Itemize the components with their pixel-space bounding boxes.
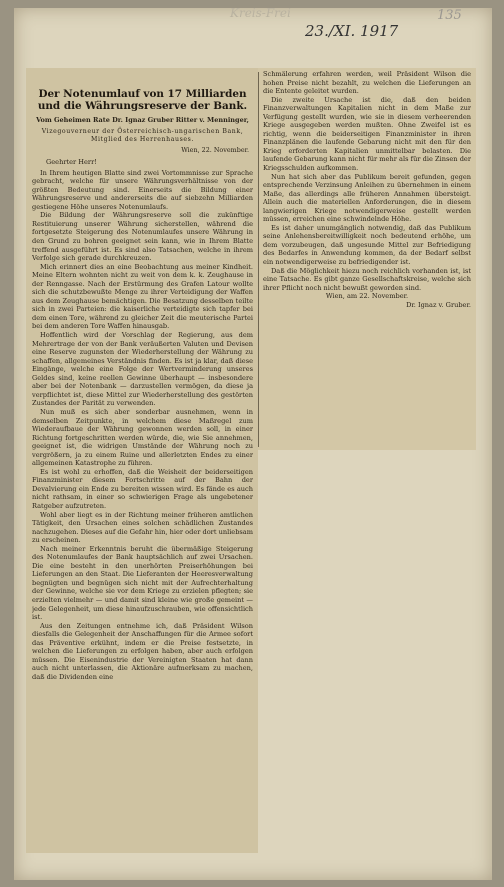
paragraph: Es ist daher unumgänglich notwendig, daß das Publikum seine Anlehensbereitwilligkeit noch bedeutend erhöhe, um dem vorzubeugen, daß ungesunde Mittel zur Befriedigung des Bedarfes in Anwendung kommen, da der Bedarf selbst ein notwendigerweise zu befriedigender ist. bbox=[263, 223, 471, 267]
paragraph: Es ist wohl zu erhoffen, daß die Weisheit der beiderseitigen Finanzminister diesem Fortschritte auf der Bahn der Devalvierung ein Ende zu bereiten wissen wird. Es fände es auch nicht rathsam, in einer so schwierigen Frage als ungebetener Ratgeber aufzutreten. bbox=[32, 467, 253, 510]
article-right-column bbox=[263, 70, 471, 448]
article-left-column bbox=[32, 68, 253, 850]
salutation: Geehrter Herr! bbox=[46, 158, 97, 167]
faded-stamp: Kreis-Frei bbox=[230, 6, 291, 20]
paragraph: Mich erinnert dies an eine Beobachtung aus meiner Kindheit. Meine Eltern wohnten nicht zu weit von dem k. k. Zeughause in der Renngasse. Nach der Erstürmung des Grafen Latour wollte sich die schutzbewußte Menge zu ihrer Verteidigung der Waffen aus dem Zeughause bemächtigen. Die Besatzung desselben teilte sich in zwei Parteien: die kaiserliche verteidigte sich tapfer bei dem einen Tore, während zu gleicher Zeit die meuterische Partei bei dem anderen Tore Waffen hinausgab. bbox=[32, 262, 253, 331]
paragraph: Nach meiner Erkenntnis beruht die übermäßige Steigerung des Notenumlaufes der Bank hauptsächlich auf zwei Ursachen. Die eine besteht in den unerhörten Preiserhöhungen bei Lieferungen an den Staat. Die Lieferanten der Heeresverwaltung begnügten und begnügen sich nicht mit der Aufrechterhaltung der Gewinne, welche sie vor dem Kriege zu erzielen pflegten; sie erzielten vielmehr — und damit sind kleine wie große gemeint — jede Gelegenheit, um diese hinaufzuschrauben, wie offensichtlich ist. bbox=[32, 544, 253, 622]
article-byline: Vom Geheimen Rate Dr. Ignaz Gruber Ritter v. Menninger, bbox=[36, 116, 249, 124]
paragraph: Schmälerung erfahren werden, weil Präsident Wilson die hohen Preise nicht bezahlt, zu welchen die Lieferungen an die Entente geleitet wurden. bbox=[263, 70, 471, 96]
paragraph: In Ihrem heutigen Blatte sind zwei Vortommnisse zur Sprache gebracht, welche für unsere Währungsverhältnisse von der größten Bedeutung sind. Einerseits die Bildung einer Währungsreserve und andererseits die auf siebzehn Milliarden gestiegene Höhe unseres Notenumlaufs. bbox=[32, 168, 253, 211]
paragraph: Wohl aber liegt es in der Richtung meiner früheren amtlichen Tätigkeit, den Ursachen eines solchen schädlichen Zustandes nachzugehen. Dieses auf die Gefahr hin, hier oder dort unliebsam zu erscheinen. bbox=[32, 510, 253, 545]
column-divider bbox=[258, 72, 259, 447]
author-signature: Dr. Ignaz v. Gruber. bbox=[406, 300, 471, 309]
handwritten-date: 23./XI. 1917 bbox=[305, 22, 399, 40]
article-headline: Der Notenumlauf von 17 Milliarden und die Währungsreserve der Bank. bbox=[37, 88, 248, 112]
page-number: 135 bbox=[437, 8, 462, 23]
paragraph: Hoffentlich wird der Vorschlag der Regierung, aus dem Mehrertrage der von der Bank veräußerten Valuten und Devisen eine Reserve zugunsten der Wiederherstellung der Währung zu schaffen, allgemeines Verständnis finden. Es ist ja klar, daß diese Eingänge, welche eine Folge der Wertverminderung unseres Geldes sind, keine reellen Gewinne überhaupt — insbesondere aber bei der Notenbank — darzustellen vermögen, da diese ja verpflichtet ist, diese Mittel zur Wiederherstellung des gestörten Zustandes der Parität zu verwenden. bbox=[32, 331, 253, 408]
closing-date: Wien, am 22. November. bbox=[325, 292, 409, 301]
article-dateline: Wien, 22. November. bbox=[181, 145, 249, 154]
paragraph: Die zweite Ursache ist die, daß den beiden Finanzverwaltungen Kapitalien nicht in dem Maße zur Verfügung gestellt wurden, wie sie in diesem verheerenden Kriege ausgegeben werden mußten. Ohne Zweifel ist es richtig, wenn die beiderseitigen Finanzminister in ihren Finanzplänen die laufende Gebarung nicht mit den für den Krieg erforderten Kapitalien unmittelbar belasten. Die laufende Gebarung kann nicht für mehr als für die Zinsen der Kriegsschulden aufkommen. bbox=[263, 95, 471, 173]
paragraph: Aus den Zeitungen entnehme ich, daß Präsident Wilson diesfalls die Gelegenheit der Anschaffungen für die Armee sofort das Präventive erkühnt, indem er die Preise festsetzte, in welchen die Lieferungen zu erfolgen haben, aber auch erfolgen müssen. Die Eisenindustrie der Vereinigten Staaten hat dann auch nicht unterlassen, die Aktionäre aufmerksam zu machen, daß die Dividenden eine bbox=[32, 621, 253, 681]
author-affiliation: Vizegouverneur der Österreichisch-ungarischen Bank, Mitglied des Herrenhauses. bbox=[41, 127, 244, 143]
paragraph: Nun muß es sich aber sonderbar ausnehmen, wenn in demselben Zeitpunkte, in welchem diese Maßregel zum Wiederaufbaue der Währung gewonnen werden soll, in einer Richtung fortgeschritten werden würde, die, wie Sie annehmen, geeignet ist, die widrigen Umstände der Währung noch zu vergrößern, ja zu einem Ruine und allerletzten Endes zu einer allgemeinen Katastrophe zu führen. bbox=[32, 407, 253, 468]
paragraph: Daß die Möglichkeit hiezu noch reichlich vorhanden ist, ist eine Tatsache. Es gibt ganze Gesellschaftskreise, welche sich ihrer Pflicht noch nicht bewußt geworden sind. bbox=[263, 266, 471, 292]
paragraph: Nun hat sich aber das Publikum bereit gefunden, gegen entsprechende Verzinsung Anleihen zu übernehmen in einem Maße, das allerdings alle früheren Annahmen übersteigt. Allein auch die materiellen Anforderungen, die in diesem langwierigen Kriege notwendigerweise gestellt werden müssen, erreichen eine schwindelnde Höhe. bbox=[263, 172, 471, 224]
paragraph: Die Bildung der Währungsreserve soll die zukünftige Restituierung unserer Währung sicherstellen, während die fortgesetzte Steigerung des Notenumlaufes unsere Währung in den Grund zu bohren geeignet sein kann, wie in Ihrem Blatte treffend ausgeführt ist. Es sind also Tatsachen, welche in ihrem Verfolge sich gerade durchkreuzen. bbox=[32, 211, 253, 263]
